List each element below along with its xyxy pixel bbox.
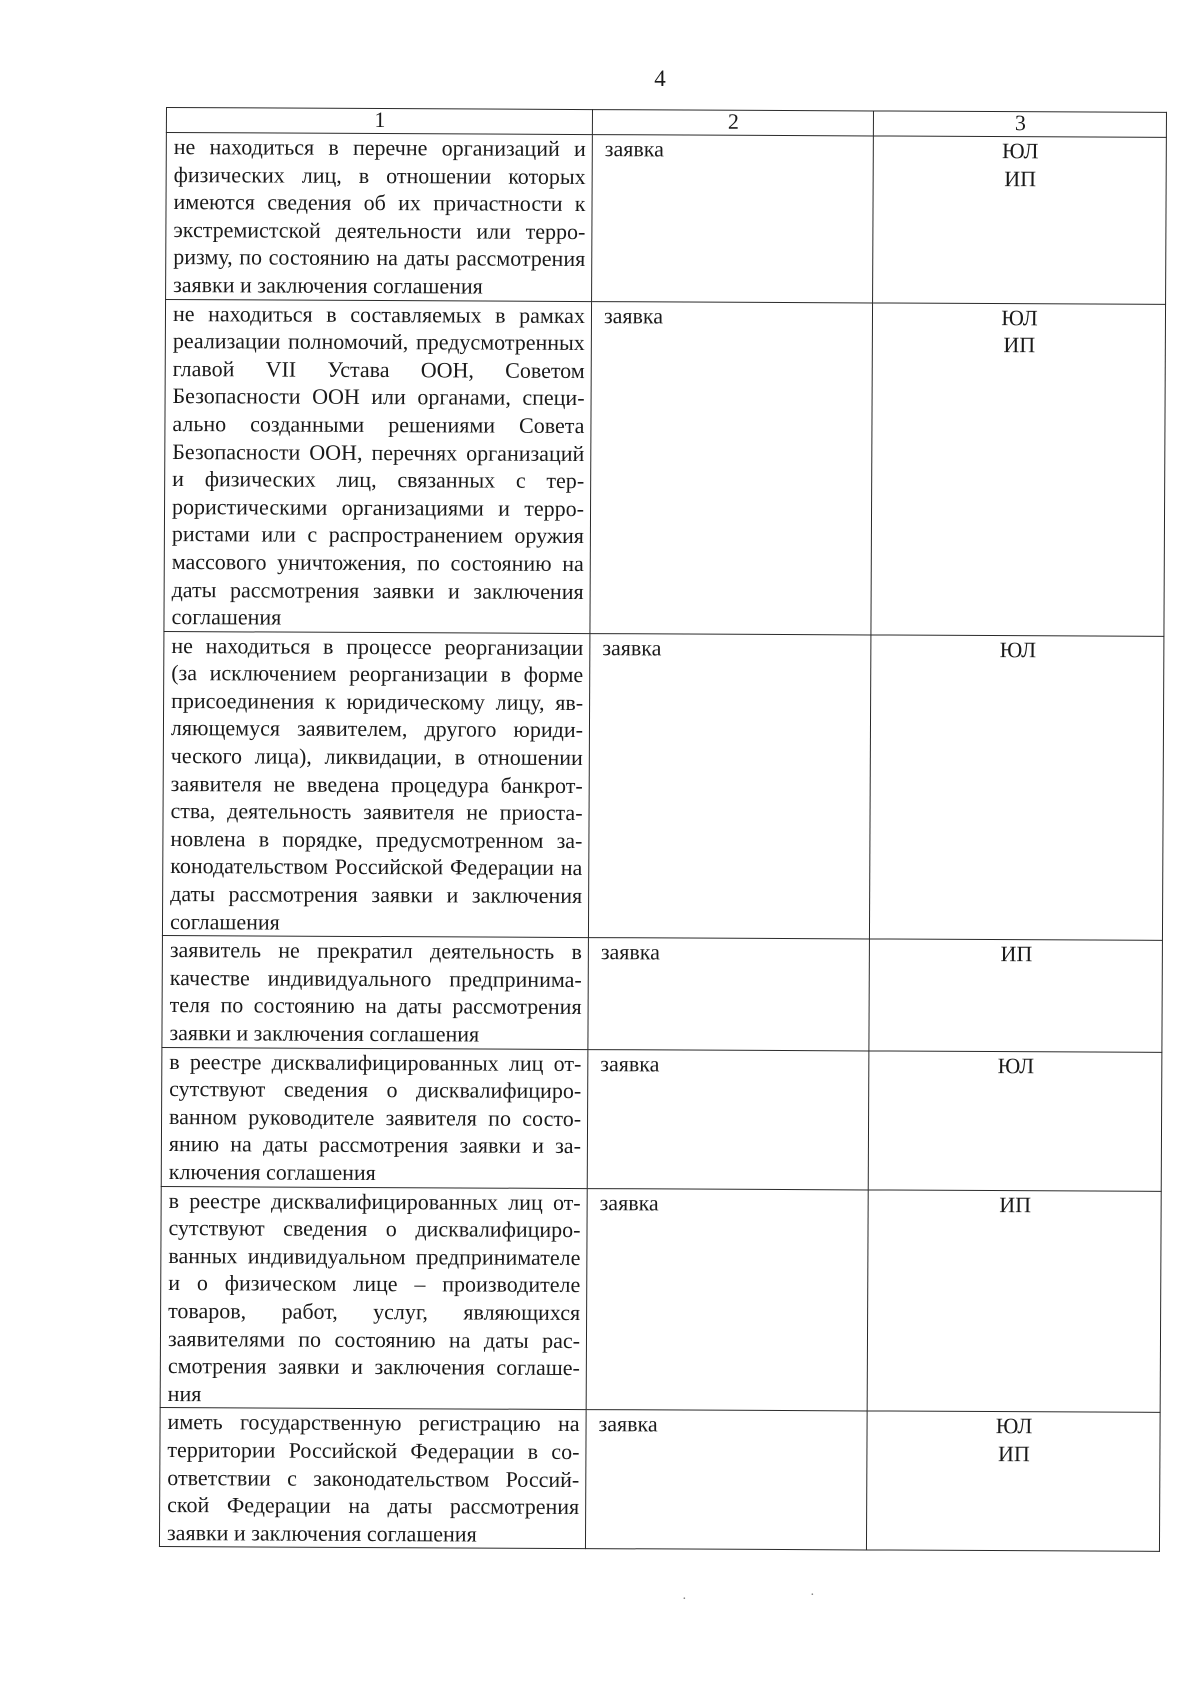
subject-cell: [866, 1411, 1160, 1551]
requirements-table: [159, 107, 1167, 1552]
subject-label: ЮЛ: [995, 1413, 1033, 1439]
requirement-cell: заявитель не прекратил деятельность в качестве индивидуального предпринимателя по состоянию на даты рассмотрения заявки и заключения соглашения: [162, 936, 589, 1049]
subject-label: ЮЛ: [997, 1052, 1035, 1078]
scan-artifact: ·: [810, 1588, 815, 1603]
subject-label: ИП: [997, 1440, 1030, 1467]
subject-label: ИП: [1004, 165, 1037, 191]
document-cell: заявка: [592, 135, 874, 303]
requirement-cell: в реестре дисквалифицированных лиц отсутствуют сведения о дисквалифицированном руководителе заявителя по состоянию на даты рассмотрения заявки и заключения соглашения: [161, 1047, 588, 1188]
table-row: [162, 936, 1163, 1052]
subject-cell: [868, 1051, 1162, 1191]
document-cell: заявка: [587, 1049, 869, 1189]
subject-label: ИП: [1000, 941, 1033, 967]
requirement-cell: иметь государственную регистрацию на территории Российской Федерации в соответствии с законодательством Российской Федерации на даты рассмотрения заявки и заключения соглашения: [159, 1408, 586, 1549]
subject-cell: [867, 1190, 1161, 1413]
table-row: [164, 299, 1166, 636]
table-row: [162, 631, 1163, 940]
column-header-1: 1: [166, 108, 592, 135]
scan-artifact: ·: [682, 1592, 687, 1607]
subject-cell: [871, 303, 1166, 637]
column-header-2: 2: [592, 110, 873, 136]
requirement-cell: в реестре дисквалифицированных лиц отсутствуют сведения о дисквалифицированных индивидуальном предпринимателе и о физическом лице – производителе товаров, работ, услуг, являющихся заявителями по состоянию на даты рассмотрения заявки и заключения соглашения: [160, 1186, 587, 1410]
requirement-cell: не находиться в составляемых в рамках реализации полномочий, предусмотренных главой VII Устава ООН, Советом Безопасности ООН или органами, специально созданными решениями Совета Безопасности ООН, перечнях организаций и физических лиц, связанных с террористическими организациями и террористами или с распространением оружия массового уничтожения, по состоянию на даты рассмотрения заявки и заключения соглашения: [164, 299, 592, 633]
subject-label: ЮЛ: [1001, 304, 1038, 330]
document-cell: заявка: [590, 301, 873, 634]
subject-label: ИП: [1003, 332, 1036, 358]
document-cell: заявка: [585, 1410, 867, 1550]
subject-cell: [873, 136, 1167, 304]
subject-label: ИП: [999, 1191, 1032, 1217]
table-row: [159, 1408, 1160, 1552]
subject-label: ЮЛ: [999, 636, 1037, 662]
requirement-cell: не находиться в перечне организаций и физических лиц, в отношении которых имеются сведения об их причастности к экстремистской деятельности или терроризму, по состоянию на даты рассмотрения заявки и заключения соглашения: [166, 133, 593, 302]
requirement-cell: не находиться в процессе реорганизации (за исключением реорганизации в форме присоединения к юридическому лицу, являющемуся заявителем, другого юридического лица), ликвидации, в отношении заявителя не введена процедура банкротства, деятельность заявителя не приостановлена в порядке, предусмотренном законодательством Российской Федерации на даты рассмотрения заявки и заключения соглашения: [162, 631, 589, 938]
document-cell: заявка: [586, 1188, 868, 1411]
subject-label: ЮЛ: [1002, 138, 1039, 164]
subject-cell: [869, 635, 1163, 941]
page-number: 4: [654, 66, 666, 91]
document-cell: заявка: [588, 938, 870, 1051]
subject-cell: [869, 939, 1163, 1052]
table-row: [160, 1186, 1161, 1413]
document-cell: заявка: [588, 633, 870, 939]
column-header-3: 3: [873, 111, 1166, 137]
table-row: [161, 1047, 1162, 1191]
table-row: [166, 133, 1167, 304]
